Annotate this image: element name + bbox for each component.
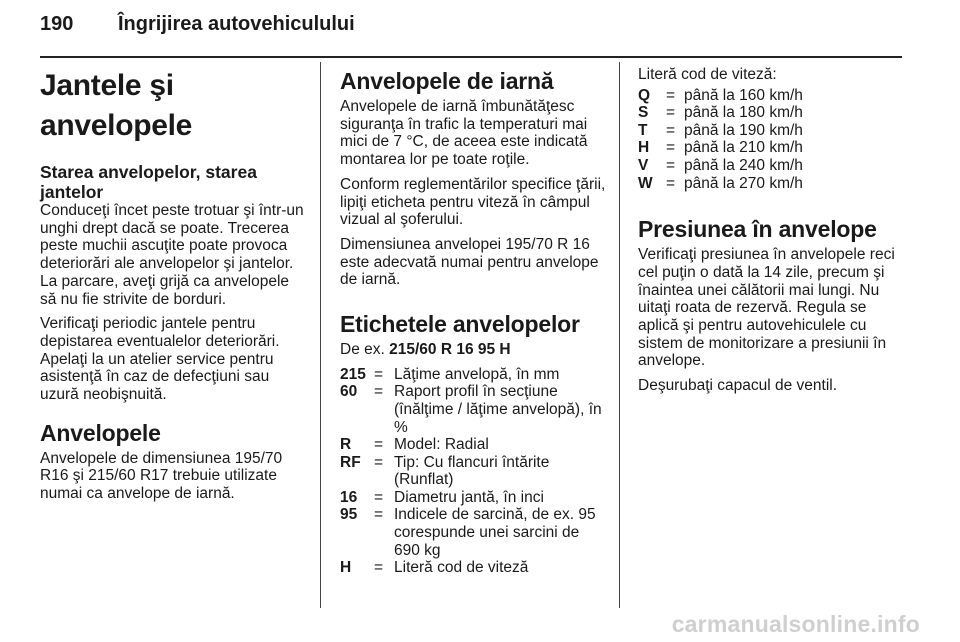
- column-middle: [340, 66, 606, 581]
- speed-code-row: [638, 139, 904, 157]
- definition-key: 215: [340, 365, 366, 383]
- speed-code-equals: =: [666, 174, 676, 192]
- definition-equals: =: [374, 559, 384, 577]
- speed-code-key: H: [638, 139, 650, 157]
- definition-key: 95: [340, 506, 358, 524]
- page-number: 190: [40, 13, 74, 35]
- paragraph: Deşurubaţi capacul de ventil.: [638, 377, 838, 395]
- paragraph: Dimensiunea anvelopei 195/70 R 16 este adecvată numai pentru anvelope de iarnă.: [340, 235, 599, 289]
- paragraph: Conduceţi încet peste trotuar şi într-un unghi drept dacă se poate. Trecerea peste muchii ascuţite poate provoca deteriorări ale anvelopelor şi jantelor. La parcare, aveţi grijă ca anvelopele să nu fie strivite de borduri.: [40, 202, 304, 308]
- definition-equals: =: [374, 488, 384, 506]
- definition-equals: =: [374, 436, 384, 454]
- definition-row: [340, 454, 606, 489]
- paragraph: Verificaţi periodic jantele pentru depistarea eventualelor deteriorări. Apelaţi la un atelier service pentru asistenţă în caz de defecţiuni sau uzură neobişnuită.: [40, 315, 280, 404]
- speed-code-value: până la 190 km/h: [684, 121, 803, 139]
- watermark: carmanualsonline.info: [671, 611, 920, 637]
- section-heading: Starea anvelopelor, starea jantelor: [40, 162, 257, 202]
- tire-example: [340, 341, 606, 359]
- definition-row: [340, 436, 606, 454]
- definition-row: [340, 383, 606, 436]
- speed-code-row: [638, 87, 904, 105]
- example-prefix: De ex.: [340, 341, 390, 359]
- column-right: [638, 66, 904, 402]
- definition-key: 60: [340, 383, 358, 401]
- definition-value: Diametru jantă, în inci: [394, 488, 544, 506]
- speed-code-row: [638, 122, 904, 140]
- paragraph: Verificaţi presiunea în anvelopele reci cel puţin o dată la 14 zile, precum şi înaintea unei călătorii mai lungi. Nu uitaţi roata de rezervă. Regula se aplică şi pentru autovehiculele cu sistem de monitorizare a presiunii în anvelope.: [638, 246, 895, 370]
- section-heading: Presiunea în anvelope: [638, 216, 877, 243]
- page-header: [40, 13, 355, 43]
- speed-code-equals: =: [666, 104, 676, 122]
- speed-code-intro: Literă cod de viteză:: [638, 66, 777, 83]
- speed-code-value: până la 210 km/h: [684, 139, 803, 157]
- definition-value: Model: Radial: [394, 436, 489, 454]
- definition-row: [340, 506, 606, 559]
- speed-code-equals: =: [666, 86, 676, 104]
- definition-equals: =: [374, 365, 384, 383]
- speed-code-key: W: [638, 174, 653, 192]
- speed-code-equals: =: [666, 121, 676, 139]
- speed-code-value: până la 270 km/h: [684, 174, 803, 192]
- definition-row: [340, 366, 606, 384]
- paragraph: Anvelopele de dimensiunea 195/70 R16 şi 215/60 R17 trebuie utilizate numai ca anvelope de iarnă.: [40, 449, 283, 503]
- definition-row: [340, 559, 606, 577]
- definition-key: RF: [340, 453, 361, 471]
- speed-code-row: [638, 104, 904, 122]
- section-heading: Etichetele anvelopelor: [340, 311, 580, 338]
- definition-equals: =: [374, 453, 384, 471]
- section-heading: Anvelopele de iarnă: [340, 68, 554, 94]
- definition-value: Raport profil în secţiune (înălţime / lăţime anvelopă), în %: [394, 383, 602, 436]
- speed-code-row: [638, 175, 904, 193]
- definition-equals: =: [374, 383, 384, 401]
- definition-key: 16: [340, 488, 358, 506]
- definition-value: Lăţime anvelopă, în mm: [394, 365, 560, 383]
- definition-row: [340, 489, 606, 507]
- speed-code-value: până la 180 km/h: [684, 104, 803, 122]
- header-title: Îngrijirea autovehiculului: [118, 13, 355, 35]
- definition-equals: =: [374, 506, 384, 524]
- speed-code-value: până la 160 km/h: [684, 86, 803, 104]
- definition-key: H: [340, 559, 352, 577]
- paragraph: Conform reglementărilor specifice ţării, lipiţi eticheta pentru viteză în câmpul vizual al şoferului.: [340, 175, 606, 229]
- speed-code-equals: =: [666, 139, 676, 157]
- paragraph: Anvelopele de iarnă îmbunătăţesc siguranţa în trafic la temperaturi mai mici de 7 °C, de aceea este indicată montarea lor pe toate roţile.: [340, 98, 588, 169]
- speed-code-list: [638, 87, 904, 193]
- speed-code-row: [638, 157, 904, 175]
- chapter-title: Jantele şi anvelopele: [40, 69, 193, 142]
- speed-code-key: Q: [638, 86, 651, 104]
- speed-code-equals: =: [666, 157, 676, 175]
- column-left: [40, 66, 308, 510]
- definition-value: Tip: Cu flancuri întărite (Runflat): [394, 453, 550, 489]
- column-divider: [320, 62, 321, 608]
- speed-code-key: S: [638, 104, 649, 122]
- tire-code-definitions: [340, 366, 606, 577]
- section-heading: Anvelopele: [40, 419, 161, 446]
- definition-key: R: [340, 436, 352, 454]
- definition-value: Indicele de sarcină, de ex. 95 corespunde unei sarcini de 690 kg: [394, 506, 596, 559]
- definition-value: Literă cod de viteză: [394, 559, 529, 577]
- speed-code-value: până la 240 km/h: [684, 157, 803, 175]
- column-divider: [619, 62, 620, 608]
- speed-code-key: V: [638, 157, 649, 175]
- speed-code-key: T: [638, 121, 648, 139]
- header-rule: [40, 56, 902, 58]
- example-code: 215/60 R 16 95 H: [389, 341, 511, 359]
